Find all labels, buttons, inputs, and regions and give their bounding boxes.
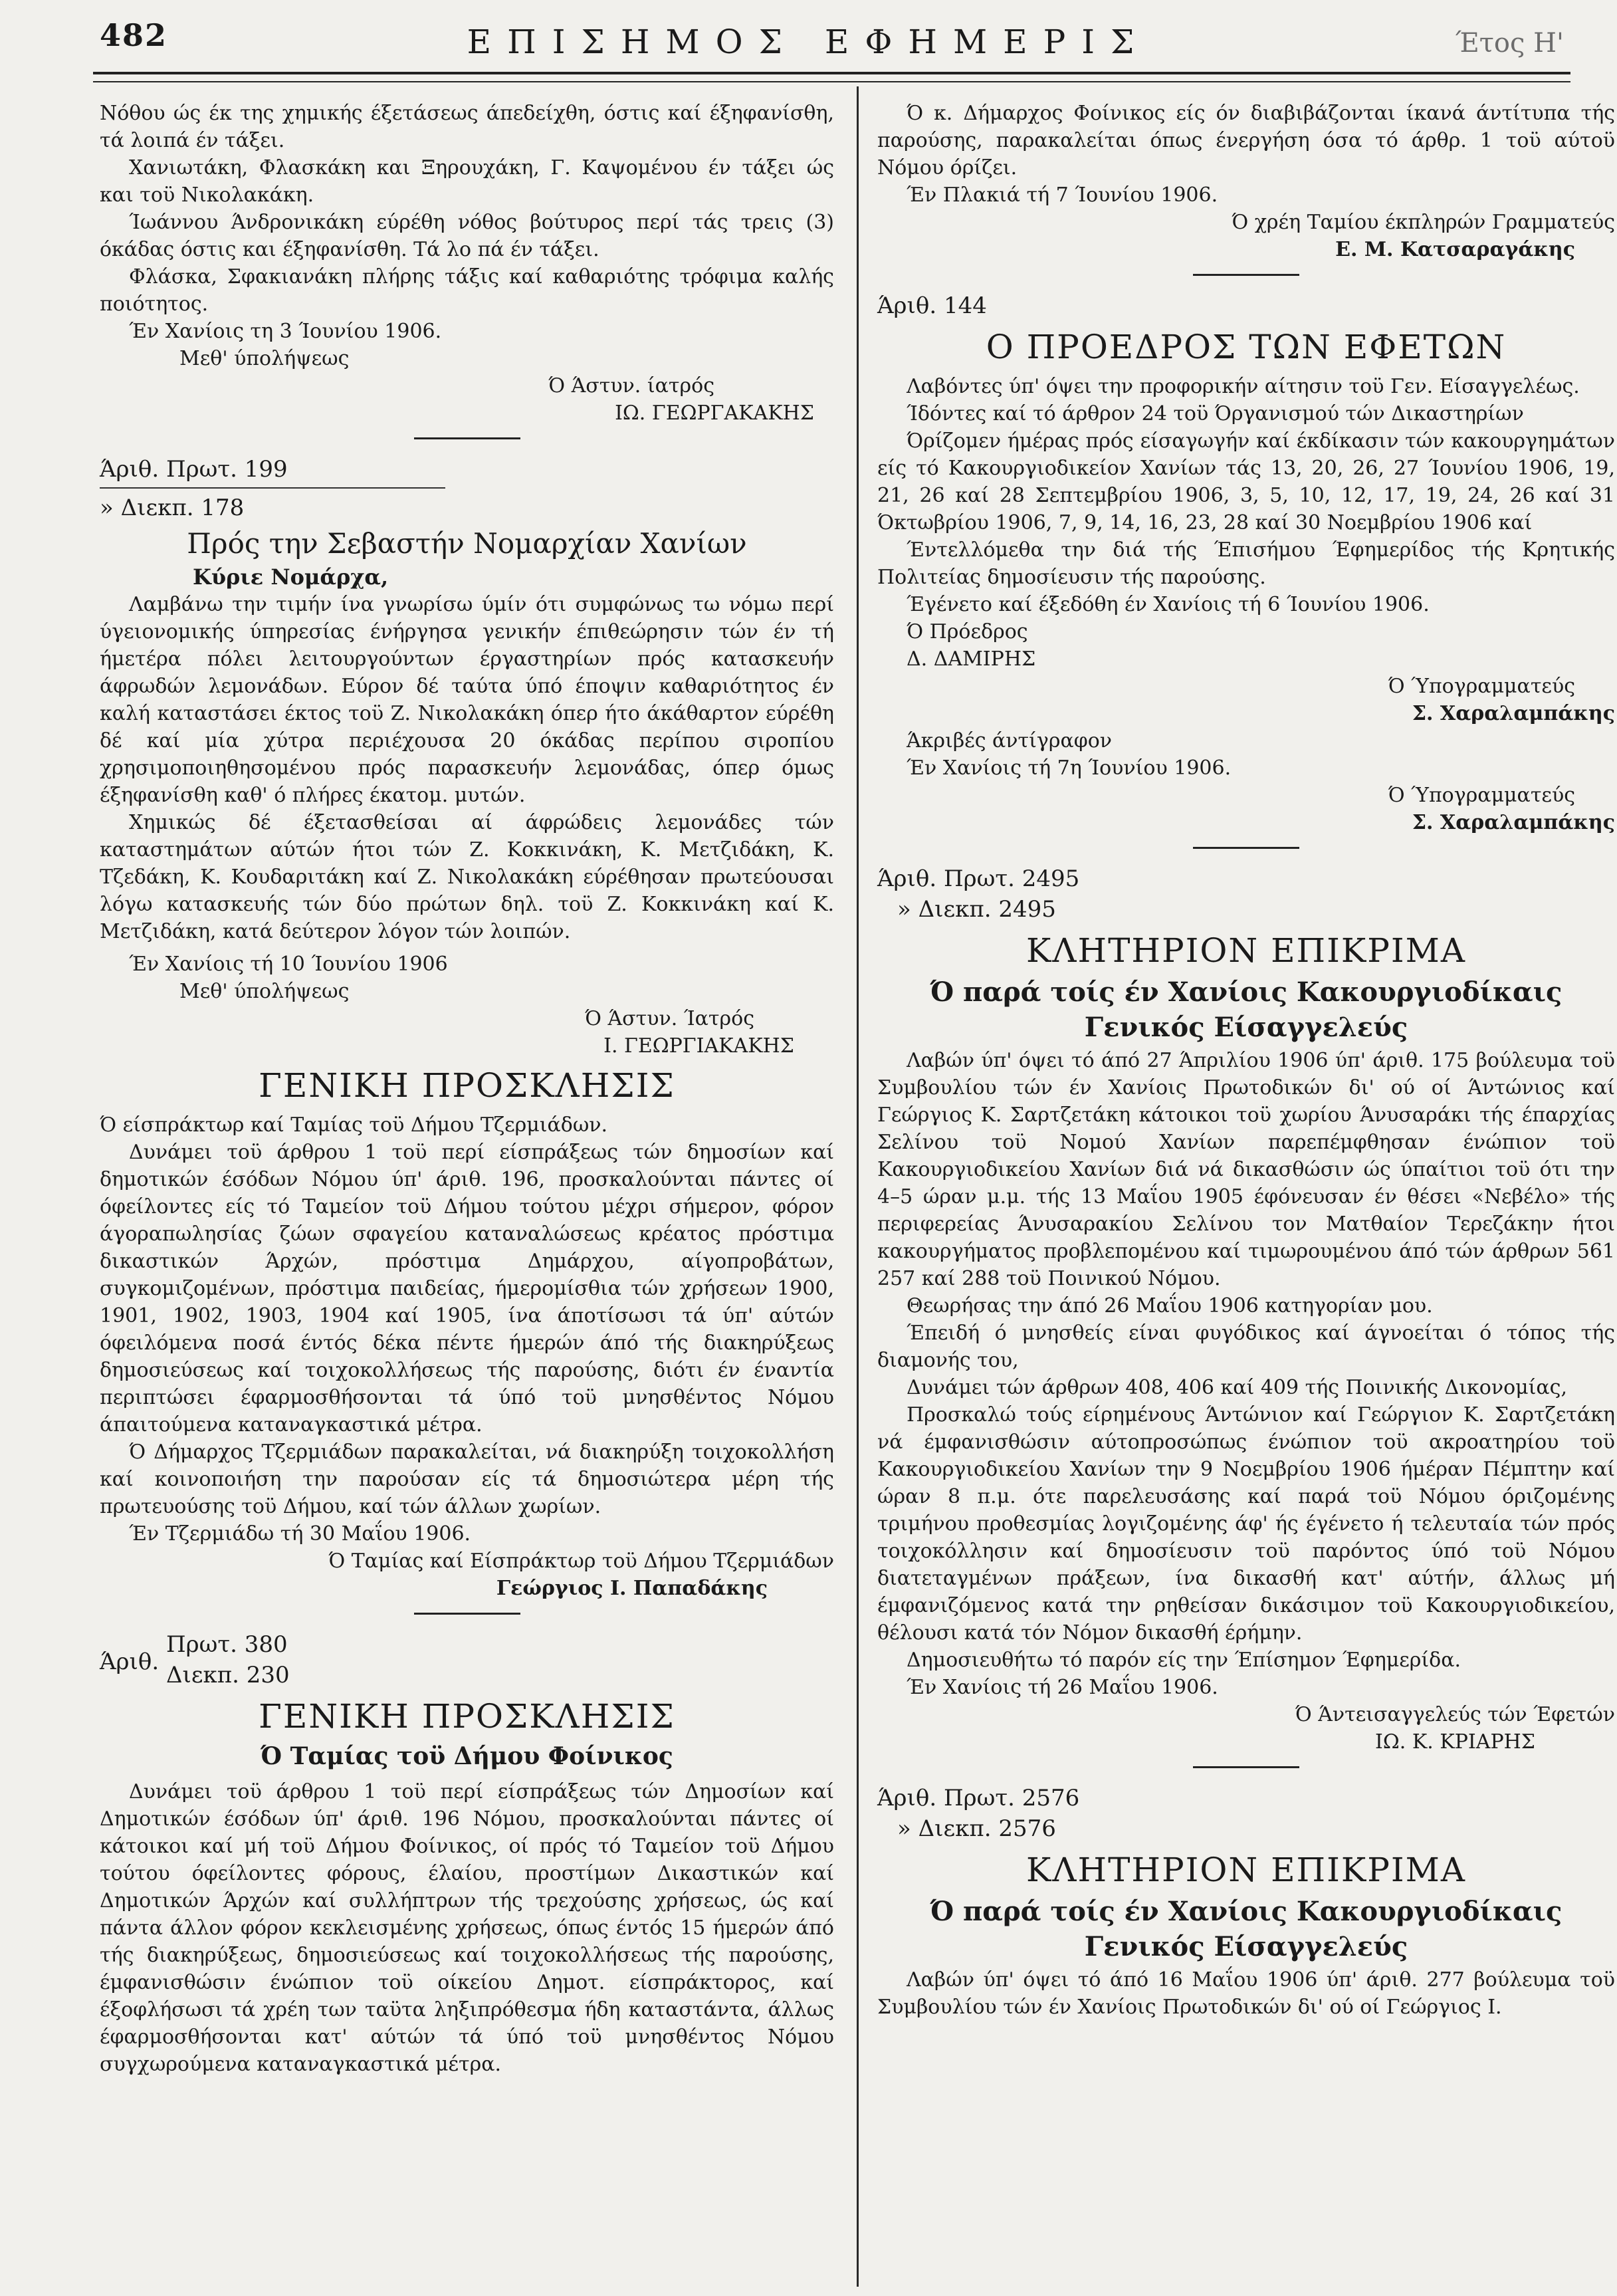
notice-date: Έν Χανίοις τη 3 Ίουνίου 1906. bbox=[129, 320, 442, 343]
signer-title: Ό χρέη Ταμίου έκπληρών Γραμματεύς bbox=[1232, 211, 1615, 234]
dispatch-number: Διεκπ. 230 bbox=[166, 1662, 290, 1688]
right-column bbox=[877, 100, 1615, 2021]
gazette-title: ΕΠΙΣΗΜΟΣ ΕΦΗΜΕΡΙΣ bbox=[467, 23, 1150, 61]
signer-title: Ό Άντεισαγγελεύς τών Έφετών bbox=[1295, 1703, 1615, 1726]
notice-heading: Ο ΠΡΟΕΔΡΟΣ ΤΩΝ ΕΦΕΤΩΝ bbox=[986, 328, 1507, 366]
notice-general-invitation-phoenix bbox=[100, 1629, 834, 2078]
signer-name: ΙΩ. Κ. ΚΡΙΑΡΗΣ bbox=[1375, 1730, 1535, 1754]
president-title: Ό Πρόεδρος bbox=[907, 620, 1028, 643]
closing-reserve: Μεθ' ύπολήψεως bbox=[179, 980, 350, 1003]
signer-title: Ό Άστυν. Ίατρός bbox=[584, 1007, 754, 1030]
notice-heading: ΚΛΗΤΗΡΙΟΝ ΕΠΙΚΡΙΜΑ bbox=[1026, 931, 1466, 970]
left-column bbox=[100, 100, 834, 2078]
paragraph: Ό κ. Δήμαρχος Φοίνικος είς όν διαβιβάζονται ίκανά άντίτυπα τής παρούσης, παρακαλείται όπως ένεργήση όσα τό άρθρ. 1 τοϋ αύτοϋ Νόμου όρίζει. bbox=[877, 102, 1615, 179]
notice-heading: ΓΕΝΙΚΗ ΠΡΟΣΚΛΗΣΙΣ bbox=[259, 1697, 675, 1736]
section-divider bbox=[414, 437, 520, 439]
section-divider bbox=[1193, 274, 1299, 276]
notice-phoenix-continuation bbox=[877, 100, 1615, 263]
president-name: Δ. ΔΑΜΙΡΗΣ bbox=[907, 647, 1036, 671]
notice-line: Χανιωτάκη, Φλασκάκη και Ξηρουχάκη, Γ. Καψομένου έν τάξει ώς και τοϋ Νικολακάκη. bbox=[100, 156, 834, 207]
section-divider bbox=[414, 1613, 520, 1615]
notice-lemonade-report bbox=[100, 454, 834, 1060]
notice-subheading: Ό Ταμίας τοϋ Δήμου Φοίνικος bbox=[261, 1742, 673, 1770]
column-divider bbox=[857, 86, 859, 2287]
notice-inspection-1 bbox=[100, 100, 834, 427]
secretary-name: Σ. Χαραλαμπάκης bbox=[1412, 811, 1615, 834]
notice-subheading: Γενικός Είσαγγελεύς bbox=[1084, 1012, 1408, 1043]
protocol-number: Άριθ. Πρωτ. 2495 bbox=[877, 865, 1080, 892]
notice-line: Ίωάννου Άνδρονικάκη εύρέθη νόθος βούτυρος περί τάς τρεις (3) όκάδας όστις και έξηφανίσθη. Τά λο πά έν τάξει. bbox=[100, 211, 834, 261]
header-rule bbox=[93, 72, 1570, 82]
signer-title: Ό Άστυν. ίατρός bbox=[548, 374, 714, 398]
paragraph: Δυνάμει τοϋ άρθρου 1 τοϋ περί είσπράξεως τών δημοσίων καί δημοτικών έσόδων Νόμου ύπ' άριθ. 196, προσκαλούνται πάντες οί όφείλοντες είς τό Ταμείον τοϋ Δήμου τούτου μέχρι σήμερον, φόρον άγοραπωλησίας ζώων σφαγείου καταναλώσεως κρέατος πρόστιμα δικαστικών Άρχών, πρόστιμα Δημάρχου, αίγοπροβάτων, συγκομιζομένων, πρόστιμα παιδείας, ήμερομίσθια τών χρήσεων 1900, 1901, 1902, 1903, 1904 καί 1905, ίνα άποτίσωσι τά ύπ' αύτών όφειλόμενα ποσά έντός δέκα πέντε ήμερών άπό τής διακηρύξεως δημοσιεύσεως καί τοιχοκολλήσεως τής παρούσης, διότι έν έναντία περιπτώσει έφαρμοσθήσονται τά ύπό τοϋ μνησθέντος Νόμου άπαιτούμενα καταναγκαστικά μέτρα. bbox=[100, 1141, 834, 1436]
protocol-number: Άριθ. Πρωτ. 2576 bbox=[877, 1785, 1080, 1811]
notice-date: Έν Πλακιά τή 7 Ίουνίου 1906. bbox=[907, 183, 1218, 207]
protocol-number: Πρωτ. 380 bbox=[166, 1631, 288, 1658]
signer-name: Ι. ΓΕΩΡΓΙΑΚΑΚΗΣ bbox=[603, 1034, 794, 1058]
copy-label: Άκριβές άντίγραφον bbox=[907, 729, 1113, 752]
paragraph: Λαβόντες ύπ' όψει την προφορικήν αίτησιν τοϋ Γεν. Είσαγγελέως. bbox=[907, 375, 1580, 398]
signer-name: Ε. Μ. Κατσαραγάκης bbox=[1335, 238, 1575, 261]
paragraph: Προσκαλώ τούς είρημένους Άντώνιον καί Γεώργιον Κ. Σαρτζετάκη νά έμφανισθώσιν αύτοπροσώπως ένώπιον τοϋ ακροατηρίου τοϋ Κακουργιοδικείου Χανίων την 9 Νοεμβρίου 1906 ήμέραν Πέμπτην καί ώραν 8 π.μ. ότε παρελευσάσης καί παρά τοϋ Νόμου όριζομένης τριμήνου προθεσμίας λογιζομένης άφ' ής έγένετο ή τελευταία τών πρός τοιχοκόλλησιν καί δημοσίευσιν τοϋ παρόντος ύπό τοϋ Νόμου διατεταγμένων πράξεων, ίνα δικασθή κατ' αύτήν, άλλως μή έμφανιζόμενος κατά την ρηθείσαν δικάσιμον τοϋ Κακουργιοδικείου, θέλουσι κατά τόν Νόμον δικασθή έρήμην. bbox=[877, 1403, 1615, 1645]
notice-date: Έν Τζερμιάδω τή 30 Μαΐου 1906. bbox=[129, 1522, 471, 1546]
paragraph: Δυνάμει τοϋ άρθρου 1 τοϋ περί είσπράξεως τών Δημοσίων καί Δημοτικών έσόδων ύπ' άριθ. 196 Νόμου, προσκαλούνται πάντες οί κάτοικοι καί μή τοϋ Δήμου Φοίνικος, οί πρός τό Ταμείον τοϋ Δήμου τούτου όφείλοντες φόρους, έλαίου, προστίμων Δικαστικών καί Δημοτικών Άρχών καί συλλήπτρων τής τρεχούσης χρήσεως, ώς καί πάντα άλλον φόρον κεκλεισμένης χρήσεως, όπως έντός 15 ήμερών άπό τής διακηρύξεως, δημοσιεύσεως καί τοιχοκολλήσεως τής παρούσης, έμφανισθώσιν ένώπιον τοϋ οίκείου Δημοτ. είσπράκτορος, καί έξοφλήσωσι τά χρέη των ταϋτα ληξιπρόθεσμα ήδη καταστάντα, άλλως έφαρμοσθήσονται κατ' αύτών τά ύπό τοϋ μνησθέντος Νόμου συγχωρούμενα καταναγκαστικά μέτρα. bbox=[100, 1780, 834, 2076]
page-number: 482 bbox=[100, 17, 168, 53]
paragraph: Ό Δήμαρχος Τζερμιάδων παρακαλείται, νά διακηρύξη τοιχοκολλήση καί κοινοποιήση την παρούσαν είς τά δημοσιώτερα μέρη τής πρωτευούσης τοϋ Δήμου, καί τών άλλων χωρίων. bbox=[100, 1440, 834, 1518]
reference-label: Άριθ. bbox=[100, 1649, 160, 1675]
reference-rule bbox=[100, 487, 445, 489]
paragraph: Λαμβάνω την τιμήν ίνα γνωρίσω ύμίν ότι συμφώνως τω νόμω περί ύγειονομικής ύπηρεσίας ένήργησα γενικήν έπιθεώρησιν τών έν τή ήμετέρα πόλει λειτουργούντων έργαστηρίων πρός κατασκευήν άφρωδών λεμονάδων. Εύρον δέ ταύτα ύπό έποψιν καθαριότητος έν καλή καταστάσει έκτος τοϋ Ζ. Νικολακάκη όπερ ήτο άκάθαρτον εύρέθη δέ καί μία χύτρα περιέχουσα 20 όκάδας περίπου σιροπίου χρησιμοποιηθησομένου πρός παρασκευήν λεμονάδας, όπερ όμως έξηφανίσθη καθ' ό πλήρες έκατομ. μυτών. bbox=[100, 593, 834, 807]
paragraph: Ίδόντες καί τό άρθρον 24 τοϋ Όργανισμού τών Δικαστηρίων bbox=[907, 402, 1524, 425]
signer-name: Γεώργιος Ι. Παπαδάκης bbox=[496, 1577, 768, 1600]
reference-block bbox=[100, 1629, 834, 1690]
notice-subheading: Ό παρά τοίς έν Χανίοις Κακουργιοδίκαις bbox=[930, 1896, 1563, 1927]
protocol-number: Άριθ. Πρωτ. 199 bbox=[100, 456, 288, 483]
paragraph: Έπειδή ό μνησθείς είναι φυγόδικος καί άγνοείται ό τόπος τής διαμονής του, bbox=[877, 1321, 1615, 1372]
notice-line: Φλάσκα, Σφακιανάκη πλήρης τάξις καί καθαριότης τρόφιμα καλής ποιότητος. bbox=[100, 265, 834, 316]
paragraph: Θεωρήσας την άπό 26 Μαΐου 1906 κατηγορίαν μου. bbox=[907, 1294, 1433, 1318]
dispatch-number: » Διεκπ. 178 bbox=[100, 495, 245, 521]
signer-name: ΙΩ. ΓΕΩΡΓΑΚΑΚΗΣ bbox=[615, 402, 814, 425]
notice-summons-2576 bbox=[877, 1783, 1615, 2021]
notice-heading: Πρός την Σεβαστήν Νομαρχίαν Χανίων bbox=[187, 527, 747, 560]
paragraph: Δυνάμει τών άρθρων 408, 406 καί 409 τής Ποινικής Δικονομίας, bbox=[907, 1376, 1567, 1399]
notice-date: Έν Χανίοις τή 26 Μαΐου 1906. bbox=[907, 1676, 1218, 1699]
paragraph: Λαβών ύπ' όψει τό άπό 27 Άπριλίου 1906 ύπ' άριθ. 175 βούλευμα τοϋ Συμβουλίου τών έν Χανίοις Πρωτοδικών δι' ού οί Άντώνιος καί Γεώργιος Κ. Σαρτζετάκη κάτοικοι τοϋ χωρίου Άνυσαράκι τής έπαρχίας Σελίνου τοϋ Νομού Χανίων παρεπέμφθησαν ένώπιον τοϋ Κακουργιοδικείου Χανίων διά νά δικασθώσιν ώς ύπαίτιοι τοϋ ότι την 4–5 ώραν μ.μ. τής 13 Μαΐου 1905 έφόνευσαν έν θέσει «Νεβέλο» τής περιφερείας Άνυσαρακίου Σελίνου τον Ματθαίον Τερεζάκην ήτοι κακουργήματος προβλεπομένου καί τιμωρουμένου άπό τών άρθρων 561 257 καί 288 τοϋ Ποινικού Νόμου. bbox=[877, 1049, 1615, 1290]
secretary-title: Ό Ύπογραμματεύς bbox=[1388, 784, 1575, 807]
notice-heading: ΓΕΝΙΚΗ ΠΡΟΣΚΛΗΣΙΣ bbox=[259, 1066, 675, 1105]
notice-court-schedule bbox=[877, 290, 1615, 836]
paragraph: Δημοσιευθήτω τό παρόν είς την Έπίσημον Έφημερίδα. bbox=[907, 1649, 1461, 1672]
secretary-name: Σ. Χαραλαμπάκης bbox=[1412, 702, 1615, 725]
paragraph: Λαβών ύπ' όψει τό άπό 16 Μαΐου 1906 ύπ' άριθ. 277 βούλευμα τοϋ Συμβουλίου τών έν Χανίοις Πρωτοδικών δι' ού οί Γεώργιος Ι. bbox=[877, 1968, 1615, 2019]
paragraph: Έγένετο καί έξεδόθη έν Χανίοις τή 6 Ίουνίου 1906. bbox=[907, 593, 1430, 616]
year-label: Έτος Η' bbox=[1455, 28, 1564, 58]
paragraph: Χημικώς δέ έξετασθείσαι αί άφρώδεις λεμονάδες τών καταστημάτων αύτών ήτοι τών Ζ. Κοκκινάκη, Κ. Μετζιδάκη, Κ. Τζεδάκη, Κ. Κουδαριτάκη καί Ζ. Νικολακάκη εύρέθησαν πρωτεύουσαι λόγω κατασκευής τών δύο πρώτων δηλ. τοϋ Ζ. Κοκκινάκη καί Κ. Μετζιδάκη, κατά δεύτερον λόγον τών λοιπών. bbox=[100, 811, 834, 943]
reference-number: Άριθ. 144 bbox=[877, 292, 987, 319]
notice-heading: ΚΛΗΤΗΡΙΟΝ ΕΠΙΚΡΙΜΑ bbox=[1026, 1851, 1466, 1889]
section-divider bbox=[1193, 1766, 1299, 1768]
copy-date: Έν Χανίοις τή 7η Ίουνίου 1906. bbox=[907, 756, 1232, 780]
notice-line: Νόθου ώς έκ της χημικής έξετάσεως άπεδείχθη, όστις καί έξηφανίσθη, τά λοιπά έν τάξει. bbox=[100, 102, 834, 152]
paragraph: Έντελλόμεθα την διά τής Έπισήμου Έφημερίδος τής Κρητικής Πολιτείας δημοσίευσιν τής παρούσης. bbox=[877, 538, 1615, 589]
paragraph: Όρίζομεν ήμέρας πρός είσαγωγήν καί έκδίκασιν τών κακουργημάτων είς τό Κακουργιοδικείον Χανίων τάς 13, 20, 26, 27 Ίουνίου 1906, 19, 21, 26 καί 28 Σεπτεμβρίου 1906, 3, 5, 10, 12, 17, 19, 24, 26 καί 31 Όκτωβρίου 1906, 7, 9, 14, 16, 23, 28 καί 30 Νοεμβρίου 1906 καί bbox=[877, 429, 1615, 534]
notice-summons-2495 bbox=[877, 863, 1615, 1756]
section-divider bbox=[1193, 847, 1299, 849]
dispatch-number: » Διεκπ. 2576 bbox=[897, 1815, 1056, 1842]
closing-reserve: Μεθ' ύπολήψεως bbox=[179, 347, 350, 370]
notice-subheading: Ό παρά τοίς έν Χανίοις Κακουργιοδίκαις bbox=[930, 976, 1563, 1008]
notice-intro: Ό είσπράκτωρ καί Ταμίας τοϋ Δήμου Τζερμιάδων. bbox=[100, 1113, 608, 1137]
dispatch-number: » Διεκπ. 2495 bbox=[897, 896, 1056, 923]
secretary-title: Ό Ύπογραμματεύς bbox=[1388, 675, 1575, 698]
signer-title: Ό Ταμίας καί Είσπράκτωρ τοϋ Δήμου Τζερμιάδων bbox=[328, 1550, 834, 1573]
notice-general-invitation-tzermiado bbox=[100, 1066, 834, 1602]
notice-date: Έν Χανίοις τή 10 Ίουνίου 1906 bbox=[129, 953, 448, 976]
notice-subheading: Γενικός Είσαγγελεύς bbox=[1084, 1931, 1408, 1962]
salutation: Κύριε Νομάρχα, bbox=[193, 564, 389, 590]
